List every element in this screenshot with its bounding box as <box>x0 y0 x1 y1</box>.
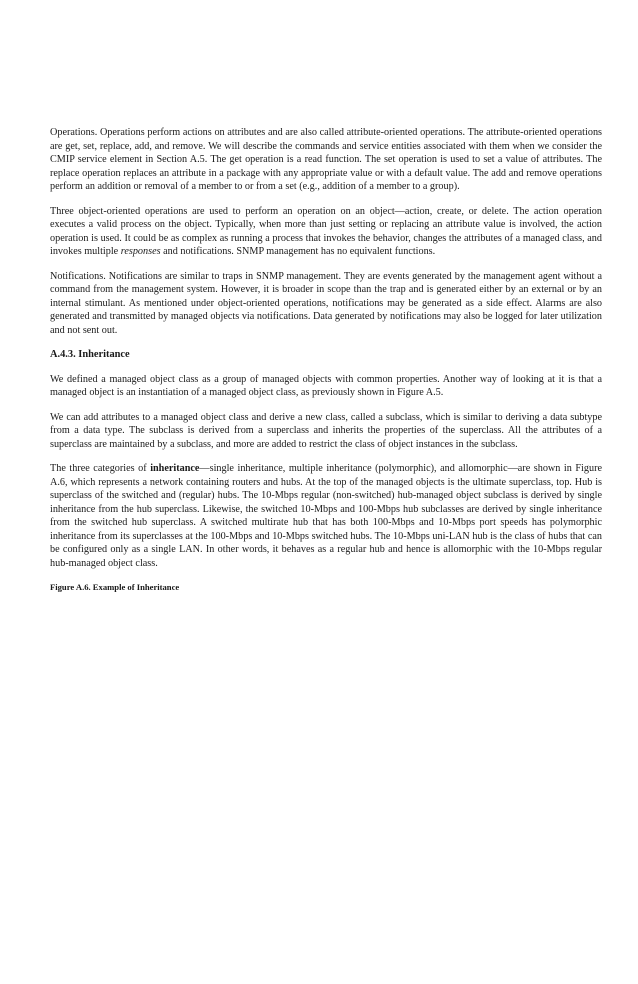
paragraph-object-oriented-operations <box>50 205 602 259</box>
paragraph-text: and notifications. SNMP management has no equivalent functions. <box>160 246 436 257</box>
paragraph-operations: Operations. Operations perform actions on attributes and are also called attribute-oriented operations. The attribute-oriented operations are get, set, replace, add, and remove. We will describe the commands and service entities associated with them when we consider the CMIP service element in Section A.5. The get operation is a read function. The set operation is used to set a value of attributes. The replace operation replaces an attribute in a package with any appropriate value or with a default value. The add and remove operations perform an addition or removal of a member to or from a set (e.g., addition of a member to a group). <box>50 127 602 192</box>
bold-inheritance: inheritance <box>150 463 200 474</box>
figure-caption: Figure A.6. Example of Inheritance <box>50 582 180 592</box>
paragraph-managed-object-class: We defined a managed object class as a group of managed objects with common properties. Another way of looking at it is that a managed object is an instantiation of a managed object class, as previously shown in Figure A.5. <box>50 373 602 398</box>
emphasis-responses: responses <box>120 246 161 257</box>
paragraph-text: —single inheritance, multiple inheritance (polymorphic), and allomorphic—are shown in Figure A.6, which represents a network containing routers and hubs. At the top of the managed objects is the ultimate superclass, top. Hub is superclass of the switched and (regular) hubs. The 10-Mbps regular (non-switched) hub-managed object subclass is derived by single inheritance from the hub superclass. Likewise, the switched 10-Mbps and 100-Mbps hub subclasses are derived by single inheritance from the switched hub superclass. A switched multirate hub that has both 100-Mbps and 10-Mbps port speeds has polymorphic inheritance from its superclasses at the 100-Mbps and 10-Mbps switched hubs. The 10-Mbps uni-LAN hub is the class of hubs that can be configured only as a single LAN. In other words, it behaves as a regular hub and hence is allomorphic with the 10-Mbps regular hub-managed object class. <box>50 463 602 569</box>
paragraph-inheritance-categories <box>50 462 602 570</box>
paragraph-text: Three object-oriented operations are used to perform an operation on an object—action, create, or delete. The action operation executes a valid process on the object. Typically, when more than just setting or replacing an attribute value is involved, the action operation is used. It could be as complex as running a process that invokes the behavior, changes the attributes of a managed class, and invokes multiple <box>50 205 602 257</box>
paragraph-subclass: We can add attributes to a managed object class and derive a new class, called a subclass, which is similar to deriving a data subtype from a data type. The subclass is derived from a superclass and inherits the properties of the superclass. All the attributes of a superclass are maintained by a subclass, and more are added to restrict the class of object instances in the subclass. <box>50 411 602 450</box>
document-page <box>50 126 602 595</box>
section-heading: A.4.3. Inheritance <box>50 349 130 360</box>
paragraph-notifications: Notifications. Notifications are similar to traps in SNMP management. They are events generated by the management agent without a command from the management system. However, it is broader in scope than the trap and is generated either by an external or by an internal stimulant. As mentioned under object-oriented operations, notifications may be generated as a side effect. Alarms are also generated and transmitted by managed objects via notifications. Data generated by notifications may also be logged for later utilization and not sent out. <box>50 270 602 336</box>
paragraph-text: The three categories of <box>50 463 151 474</box>
